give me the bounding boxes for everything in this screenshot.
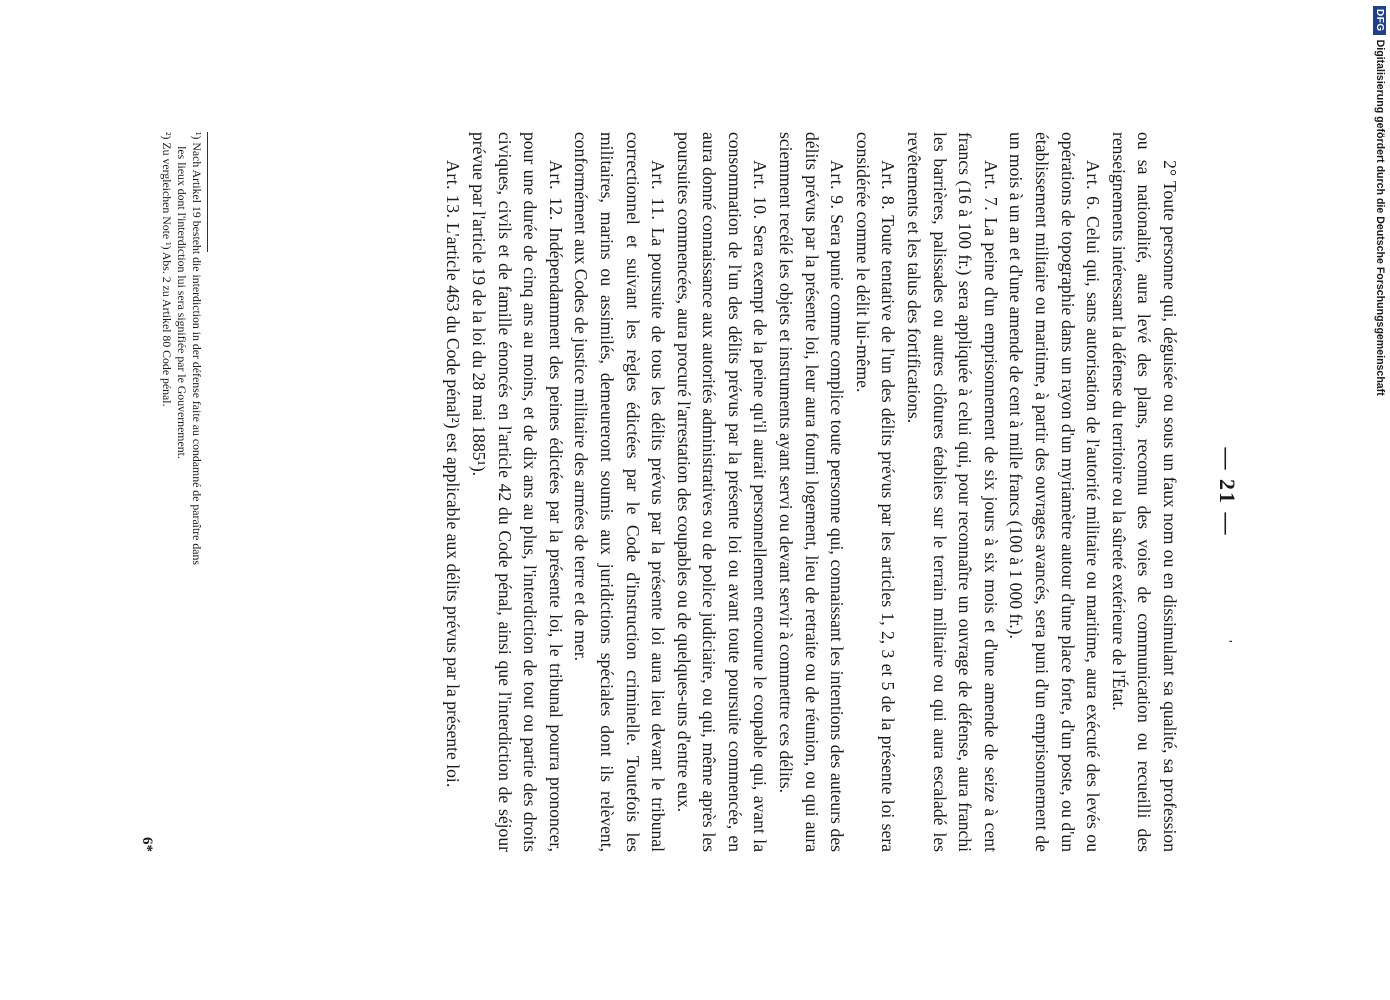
- article-text: Indépendamment des peines édictées par la présente loi, le tribunal pourra prononcer, pour une durée de cinq ans au moins, et de dix ans au plus, l'interdiction de tout ou partie des droits civiques, civils et de famille énoncés en l'article 42 du Code pénal, ainsi que l'interdiction de séjour prévue par l'article 19 de la loi du 28 mai 1885¹).: [468, 132, 566, 852]
- article-6: [1003, 132, 1105, 852]
- print-mark: ': [1219, 640, 1234, 643]
- digitization-credit: [1370, 6, 1390, 406]
- article-label: Art. 9.: [827, 160, 848, 210]
- dfg-logo: DFG: [1374, 6, 1387, 35]
- article-label: Art. 6.: [1083, 160, 1104, 211]
- credit-text: Digitalisierung gefördert durch die Deutsche Forschungsgemeinschaft: [1374, 39, 1386, 396]
- footnote-1-continuation: les lieux dont l'interdiction lui sera signifiée par le Gouvernement.: [175, 146, 189, 459]
- article-11: [568, 132, 670, 852]
- article-label: Art. 10.: [750, 160, 771, 220]
- article-10: [670, 132, 772, 852]
- article-text: Celui qui, sans autorisation de l'autorité militaire ou maritime, aura exécuté des levés ou opérations de topographie dans un rayon d'un myriamètre autour d'une place forte, d'un poste, ou d'un établissement militaire ou maritime, à partir des ouvrages avancés, sera puni d'un emprisonnement de un mois à un an et d'une amende de cent à mille francs (100 à 1 000 fr.).: [1006, 132, 1104, 853]
- article-label: Art. 11.: [648, 160, 669, 221]
- article-text: L'article 463 du Code pénal²) est applicable aux délits prévus par la présente loi.: [443, 222, 464, 788]
- article-text: Toute tentative de l'un des délits prévus par les articles 1, 2, 3 et 5 de la présente loi sera considérée comme le délit lui-même.: [852, 132, 899, 852]
- article-12: [465, 132, 567, 852]
- footnote-1: ¹) Nach Artikel 19 besteht die interdiction in der défense faite au condamné de paraître dans: [190, 132, 204, 565]
- body-text: [440, 132, 1182, 852]
- article-9: [773, 132, 850, 852]
- article-label: Art. 7.: [980, 160, 1001, 212]
- article-label: Art. 12.: [545, 160, 566, 221]
- sheet-signature: 6*: [139, 837, 155, 852]
- rotated-page: [130, 132, 1240, 852]
- article-8: [849, 132, 900, 852]
- footnote-2: ²) Zu vergleichen Note ¹) Abs. 2 zu Artikel 80 Code pénal.: [160, 132, 174, 407]
- paragraph-item-2: [1105, 132, 1182, 852]
- article-text: La poursuite de tous les délits prévus par la présente loi aura lieu devant le tribunal correctionnel et suivant les règles édictées par le Code d'instruction criminelle. Toutefois les militaires, marins ou assimilés, demeureront soumis aux juridictions spéciales dont ils relèvent, conformément aux Codes de justice militaire des armées de terre et de mer.: [571, 132, 669, 852]
- footnote-divider: [207, 132, 208, 252]
- article-label: Art. 13.: [443, 160, 464, 219]
- article-text: Sera exempt de la peine qu'il aurait personnellement encourue le coupable qui, avant la consommation de l'un des délits prévus par la présente loi ou avant toute poursuite commencée, en aura donné connaissance aux autorités administratives ou de police judiciaire, ou qui, même après les poursuites commencées, aura procuré l'arrestation des coupables ou de quelques-uns d'entre eux.: [673, 132, 771, 853]
- page-number: — 21 —: [1215, 447, 1240, 537]
- article-label: Art. 8.: [878, 160, 899, 211]
- article-text: Sera punie comme complice toute personne qui, connaissant les intentions des auteurs des délits prévus par la présente loi, leur aura fourni logement, lieu de retraite ou de réunion, ou qui aura sciemment recélé les objets et instruments ayant servi ou devant servir à commettre ces délits.: [776, 132, 848, 853]
- article-13: [440, 132, 466, 852]
- article-text: La peine d'un emprisonnement de six jours à six mois et d'une amende de seize à cent francs (16 à 100 fr.) sera appliquée à celui qui, pour reconnaître un ouvrage de défense, aura franchi les barrières, palissades ou autres clôtures établies sur le terrain militaire ou qui aura escaladé les revêtements et les talus des fortifications.: [904, 132, 1001, 852]
- article-7: [900, 132, 1002, 852]
- footnotes: [159, 132, 204, 852]
- paragraph-text: 2° Toute personne qui, déguisée ou sous un faux nom ou en dissimulant sa qualité, sa profession ou sa nationalité, aura levé des plans, reconnu des voies de communication ou recueilli des renseignements intéressant la défense du territoire ou la sûreté extérieure de l'État.: [1108, 132, 1180, 852]
